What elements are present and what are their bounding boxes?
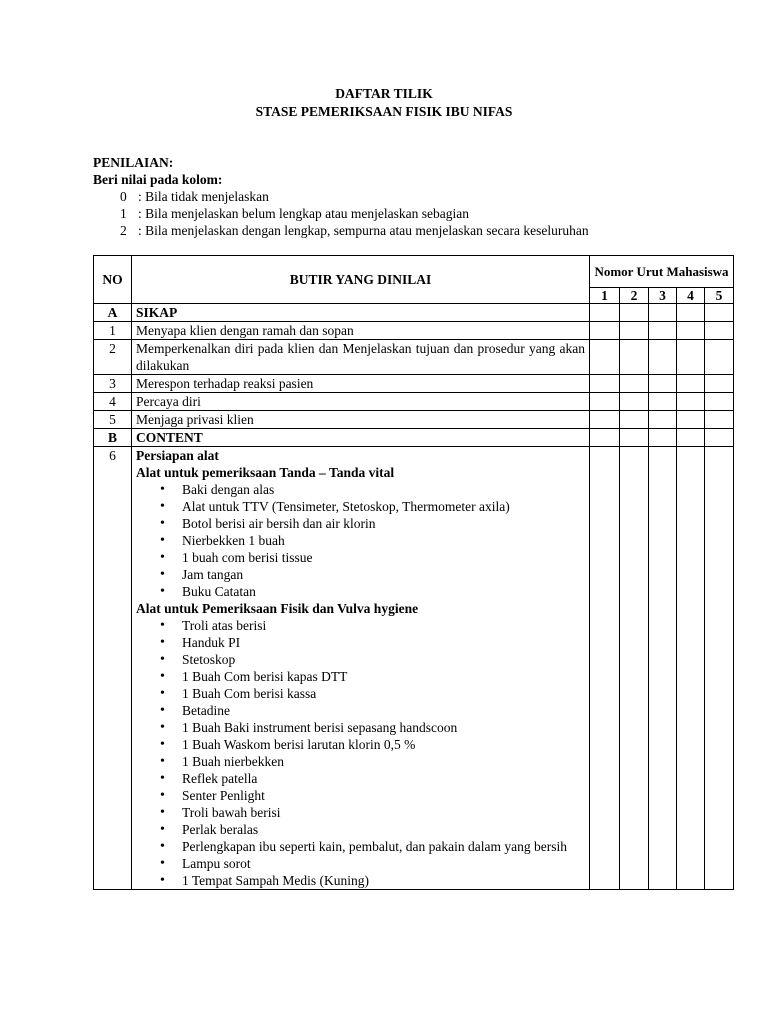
row-title: Persiapan alat [136, 448, 219, 463]
score-cell[interactable] [677, 322, 705, 340]
row-text: Menjaga privasi klien [132, 411, 590, 429]
checklist-table [93, 255, 734, 890]
score-cell[interactable] [590, 447, 620, 890]
list-item: • 1 Buah Com berisi kapas DTT [182, 668, 585, 685]
section-row-a [94, 304, 734, 322]
row-number: 1 [94, 322, 132, 340]
penilaian-block [93, 154, 589, 239]
score-cell[interactable] [590, 429, 620, 447]
header-students: Nomor Urut Mahasiswa [590, 256, 734, 288]
score-cell[interactable] [705, 411, 734, 429]
list-item: • 1 Buah nierbekken [182, 753, 585, 770]
score-legend-0 [93, 188, 589, 205]
student-col-5: 5 [705, 288, 734, 304]
score-cell[interactable] [620, 375, 649, 393]
score-legend-2 [93, 222, 589, 239]
score-cell[interactable] [649, 304, 677, 322]
equipment-list-1 [136, 481, 585, 600]
table-row [94, 411, 734, 429]
list-item: • 1 Tempat Sampah Medis (Kuning) [182, 872, 585, 889]
score-cell[interactable] [620, 340, 649, 375]
student-col-1: 1 [590, 288, 620, 304]
list-item: • Lampu sorot [182, 855, 585, 872]
score-cell[interactable] [590, 375, 620, 393]
score-cell[interactable] [590, 340, 620, 375]
header-item: BUTIR YANG DINILAI [132, 256, 590, 304]
student-col-3: 3 [649, 288, 677, 304]
list-item: • Nierbekken 1 buah [182, 532, 585, 549]
score-text: : Bila menjelaskan dengan lengkap, sempurna atau menjelaskan secara keseluruhan [138, 223, 589, 238]
score-cell[interactable] [677, 393, 705, 411]
list-item: • Alat untuk TTV (Tensimeter, Stetoskop, Thermometer axila) [182, 498, 585, 515]
list-item: • Betadine [182, 702, 585, 719]
list-item: • Perlengkapan ibu seperti kain, pembalut, dan pakain dalam yang bersih [182, 838, 585, 855]
list-item: • Troli bawah berisi [182, 804, 585, 821]
section-title: SIKAP [132, 304, 590, 322]
list-item: • 1 Buah Waskom berisi larutan klorin 0,5 % [182, 736, 585, 753]
document-title: DAFTAR TILIK [335, 86, 433, 101]
score-cell[interactable] [705, 322, 734, 340]
document-subtitle: STASE PEMERIKSAAN FISIK IBU NIFAS [255, 104, 513, 119]
table-row [94, 447, 734, 890]
score-text: : Bila menjelaskan belum lengkap atau menjelaskan sebagian [138, 206, 470, 221]
list-item: • Handuk PI [182, 634, 585, 651]
list-item: • 1 Buah Baki instrument berisi sepasang handscoon [182, 719, 585, 736]
score-cell[interactable] [677, 429, 705, 447]
penilaian-instruction: Beri nilai pada kolom: [93, 172, 223, 187]
score-cell[interactable] [705, 375, 734, 393]
section-row-b [94, 429, 734, 447]
score-cell[interactable] [590, 393, 620, 411]
group-title: Alat untuk Pemeriksaan Fisik dan Vulva hygiene [136, 601, 419, 616]
section-title: CONTENT [132, 429, 590, 447]
row-text: Memperkenalkan diri pada klien dan Menjelaskan tujuan dan prosedur yang akan dilakukan [132, 340, 590, 375]
score-cell[interactable] [705, 393, 734, 411]
row-number: 5 [94, 411, 132, 429]
score-cell[interactable] [590, 411, 620, 429]
row-number: 4 [94, 393, 132, 411]
score-cell[interactable] [705, 447, 734, 890]
score-cell[interactable] [677, 447, 705, 890]
section-letter: B [94, 429, 132, 447]
score-cell[interactable] [649, 447, 677, 890]
score-cell[interactable] [705, 340, 734, 375]
student-col-4: 4 [677, 288, 705, 304]
list-item: • Troli atas berisi [182, 617, 585, 634]
score-cell[interactable] [620, 411, 649, 429]
list-item: • 1 Buah Com berisi kassa [182, 685, 585, 702]
list-item: • Botol berisi air bersih dan air klorin [182, 515, 585, 532]
score-cell[interactable] [620, 447, 649, 890]
score-cell[interactable] [620, 322, 649, 340]
list-item: • Reflek patella [182, 770, 585, 787]
score-value: 0 [120, 189, 127, 204]
header-no: NO [94, 256, 132, 304]
score-cell[interactable] [649, 322, 677, 340]
section-letter: A [94, 304, 132, 322]
row-content [132, 447, 590, 890]
score-value: 2 [120, 223, 127, 238]
list-item: • Senter Penlight [182, 787, 585, 804]
score-cell[interactable] [705, 304, 734, 322]
table-row [94, 340, 734, 375]
list-item: • Jam tangan [182, 566, 585, 583]
row-text: Merespon terhadap reaksi pasien [132, 375, 590, 393]
row-number: 3 [94, 375, 132, 393]
row-number: 6 [94, 447, 132, 890]
score-cell[interactable] [649, 429, 677, 447]
score-cell[interactable] [649, 340, 677, 375]
score-cell[interactable] [705, 429, 734, 447]
equipment-list-2 [136, 617, 585, 889]
score-text: : Bila tidak menjelaskan [138, 189, 269, 204]
score-cell[interactable] [649, 393, 677, 411]
list-item: • Buku Catatan [182, 583, 585, 600]
score-cell[interactable] [649, 411, 677, 429]
penilaian-heading: PENILAIAN: [93, 155, 174, 170]
score-cell[interactable] [620, 429, 649, 447]
score-cell[interactable] [590, 304, 620, 322]
score-cell[interactable] [620, 393, 649, 411]
score-cell[interactable] [677, 375, 705, 393]
row-text: Menyapa klien dengan ramah dan sopan [132, 322, 590, 340]
table-row [94, 393, 734, 411]
score-legend-1 [93, 205, 589, 222]
table-row [94, 322, 734, 340]
score-cell[interactable] [590, 322, 620, 340]
student-col-2: 2 [620, 288, 649, 304]
table-row [94, 375, 734, 393]
score-cell[interactable] [649, 375, 677, 393]
score-value: 1 [120, 206, 127, 221]
score-cell[interactable] [677, 304, 705, 322]
row-text: Percaya diri [132, 393, 590, 411]
list-item: • Stetoskop [182, 651, 585, 668]
score-cell[interactable] [677, 411, 705, 429]
score-cell[interactable] [677, 340, 705, 375]
row-number: 2 [94, 340, 132, 375]
list-item: • Baki dengan alas [182, 481, 585, 498]
list-item: • Perlak beralas [182, 821, 585, 838]
score-cell[interactable] [620, 304, 649, 322]
group-title: Alat untuk pemeriksaan Tanda – Tanda vital [136, 465, 395, 480]
list-item: • 1 buah com berisi tissue [182, 549, 585, 566]
